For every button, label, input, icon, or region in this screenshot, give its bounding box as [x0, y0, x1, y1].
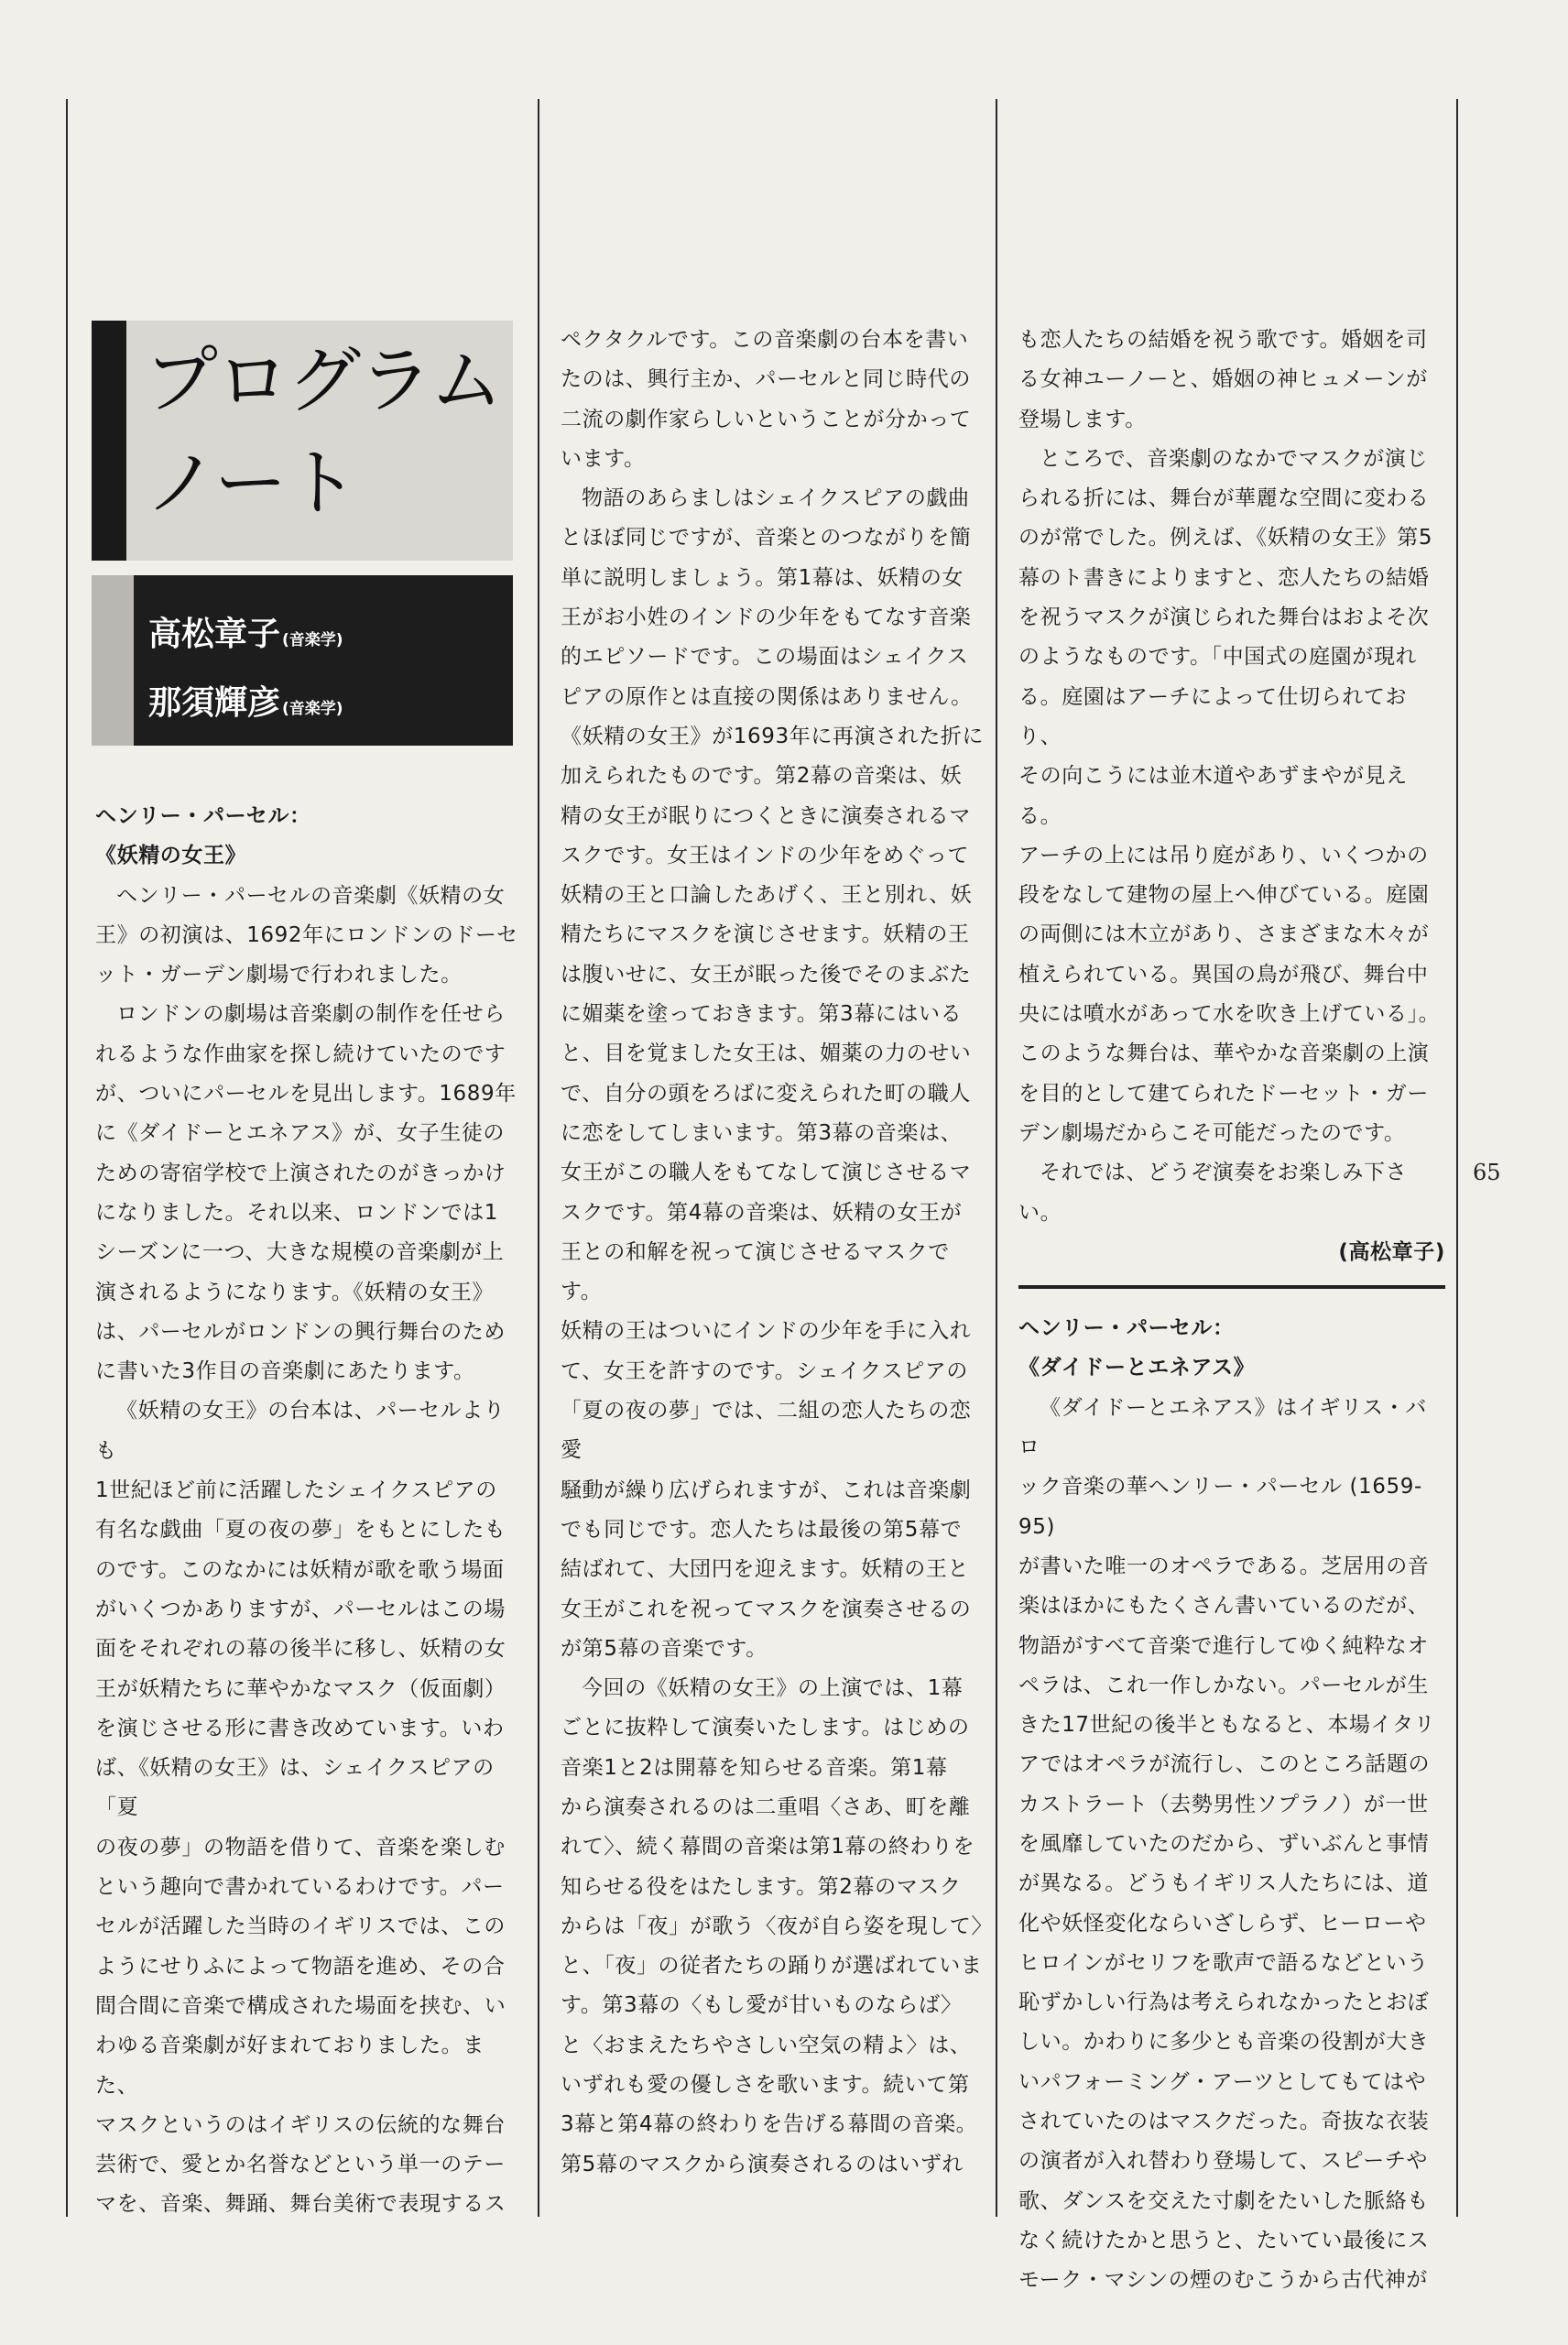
- author-role: (音楽学): [282, 700, 343, 718]
- text-line: 精たちにマスクを演じさせます。妖精の王: [561, 922, 970, 947]
- title-line: ノート: [145, 441, 357, 526]
- author-name: 高松章子: [148, 615, 281, 653]
- text-line: しい。かわりに多少とも音楽の役割が大き: [1018, 2030, 1430, 2055]
- text-line: アーチの上には吊り庭があり、いくつかの: [1018, 843, 1429, 867]
- text-line: れて〉、続く幕間の音楽は第1幕の終わりを: [561, 1835, 975, 1860]
- text-line: を目的として建てられたドーセット・ガー: [1018, 1081, 1429, 1106]
- text-line: 騒動が繰り広げられますが、これは音楽劇: [561, 1478, 972, 1502]
- text-line: 楽はほかにもたくさん書いているのだが、: [1018, 1594, 1430, 1619]
- text-line: 加えられたものです。第2幕の音楽は、妖: [561, 764, 963, 789]
- author: [148, 671, 343, 740]
- text-line: それでは、どうぞ演奏をお楽しみ下さい。: [1018, 1161, 1408, 1225]
- text-line: 《妖精の女王》が1693年に再演された折に: [561, 724, 985, 748]
- text-line: ット・ガーデン劇場で行われました。: [95, 963, 463, 987]
- text-line: 植えられている。異国の鳥が飛び、舞台中: [1018, 962, 1429, 987]
- text-line: に書いた3作目の音楽劇にあたります。: [95, 1359, 475, 1384]
- text-line: 幕のト書きによりますと、恋人たちの結婚: [1018, 565, 1430, 590]
- section-divider: [1018, 1285, 1445, 1289]
- text-line: という趣向で書かれているわけです。パー: [95, 1875, 505, 1900]
- text-line: 1世紀ほど前に活躍したシェイクスピアの: [95, 1478, 497, 1503]
- column-rule: [66, 99, 68, 2217]
- text-line: て、女王を許すのです。シェイクスピアの: [561, 1358, 968, 1383]
- work-title: 《ダイドーとエネアス》: [1018, 1356, 1256, 1380]
- text-line: ペクタクルです。この音楽劇の台本を書い: [561, 328, 969, 352]
- text-line: いパフォーミング・アーツとしてもてはや: [1018, 2069, 1427, 2094]
- text-line: が、ついにパーセルを見出します。1689年: [95, 1082, 517, 1107]
- text-line: も恋人たちの結婚を祝う歌です。婚姻を司: [1018, 328, 1428, 352]
- text-line: アではオペラが流行し、このところ話題の: [1018, 1752, 1431, 1777]
- text-line: れるような作曲家を探し続けていたのです: [95, 1042, 506, 1066]
- text-line: でも同じです。恋人たちは最後の第5幕で: [561, 1517, 963, 1542]
- text-line: は、パーセルがロンドンの興行舞台のため: [95, 1319, 506, 1344]
- text-line: 《ダイドーとエネアス》はイギリス・バロ: [1018, 1395, 1427, 1460]
- text-line: を祝うマスクが演じられた舞台はおよそ次: [1018, 605, 1430, 630]
- column-2: [561, 321, 991, 2185]
- text-line: されていたのはマスクだった。奇抜な衣装: [1018, 2110, 1430, 2134]
- text-line: 間合間に音楽で構成された場面を挟む、い: [95, 1993, 506, 2018]
- column-1: [95, 797, 526, 2225]
- column-rule: [538, 99, 539, 2217]
- text-line: 女王がこれを祝ってマスクを演奏させるの: [561, 1597, 972, 1621]
- text-line: きた17世紀の後半ともなると、本場イタリ: [1018, 1713, 1436, 1738]
- text-line: ヘンリー・パーセルの音楽劇《妖精の女: [116, 883, 506, 908]
- text-line: 物語のあらましはシェイクスピアの戯曲: [582, 486, 970, 511]
- text-line: 芸術で、愛とか名誉などという単一のテー: [95, 2153, 506, 2177]
- work-title: 《妖精の女王》: [95, 844, 247, 868]
- text-line: ば、《妖精の女王》は、シェイクスピアの「夏: [95, 1756, 495, 1820]
- text-line: に《ダイドーとエネアス》が、女子生徒の: [95, 1121, 506, 1146]
- text-line: とほぼ同じですが、音楽とのつながりを簡: [561, 526, 972, 551]
- text-line: る女神ユーノーと、婚姻の神ヒュメーンが: [1018, 367, 1428, 392]
- text-line: 演されるようになります。《妖精の女王》: [95, 1280, 495, 1304]
- text-line: 王が妖精たちに華やかなマスク（仮面劇）: [95, 1676, 506, 1701]
- title-block: [92, 321, 513, 561]
- text-line: る。庭園はアーチによって仕切られており、: [1018, 684, 1408, 748]
- text-line: からは「夜」が歌う〈夜が自ら姿を現して〉: [561, 1914, 993, 1938]
- text-line: と〈おまえたちやさしい空気の精よ〉は、: [561, 2033, 972, 2057]
- text-line: ごとに抜粋して演奏いたします。はじめの: [561, 1716, 970, 1740]
- text-line: 段をなして建物の屋上へ伸びている。庭園: [1018, 883, 1430, 908]
- text-line: 「夏の夜の夢」では、二組の恋人たちの恋愛: [561, 1399, 972, 1463]
- text-line: す。第3幕の〈もし愛が甘いものならば〉: [561, 1993, 963, 2018]
- text-line: 知らせる役をはたします。第2幕のマスク: [561, 1874, 962, 1899]
- text-line: を演じさせる形に書き改めています。いわ: [95, 1716, 505, 1740]
- column-rule: [1456, 99, 1458, 2217]
- page-title: [145, 330, 501, 535]
- text-line: 精の女王が眠りにつくときに演奏されるマ: [561, 803, 971, 828]
- text-line: 妖精の王と口論したあげく、王と別れ、妖: [561, 883, 973, 908]
- text-line: 王との和解を祝って演じさせるマスクです。: [561, 1239, 950, 1304]
- text-line: ロンドンの劇場は音楽劇の制作を任せら: [116, 1002, 506, 1027]
- text-line: モーク・マシンの煙のむこうから古代神が: [1018, 2268, 1428, 2293]
- text-line: のです。このなかには妖精が歌を歌う場面: [95, 1557, 505, 1582]
- text-line: いずれも愛の優しさを歌います。続いて第: [561, 2073, 970, 2098]
- text-line: ようにせりふによって物語を進め、その合: [95, 1954, 506, 1979]
- text-line: ペラは、これ一作しかない。パーセルが生: [1018, 1673, 1429, 1697]
- text-line: シーズンに一つ、大きな規模の音楽劇が上: [95, 1240, 505, 1265]
- text-line: 恥ずかしい行為は考えられなかったとおぼ: [1018, 1991, 1430, 2015]
- title-line: プログラム: [145, 338, 502, 423]
- text-line: たのは、興行主か、パーセルと同じ時代の: [561, 367, 971, 392]
- text-line: 化や妖怪変化ならいざしらず、ヒーローや: [1018, 1911, 1427, 1936]
- text-line: のようなものです。「中国式の庭園が現れ: [1018, 645, 1418, 670]
- text-line: 王がお小姓のインドの少年をもてなす音楽: [561, 605, 972, 630]
- text-line: は腹いせに、女王が眠った後でそのまぶた: [561, 962, 972, 987]
- title-accent-bar: [92, 321, 126, 561]
- text-line: が書いた唯一のオペラである。芝居用の音: [1018, 1554, 1430, 1578]
- author-signature: (高松章子): [1338, 1239, 1445, 1264]
- text-line: 二流の劇作家らしいということが分かって: [561, 407, 972, 431]
- text-line: と、「夜」の従者たちの踊りが選ばれていま: [561, 1954, 983, 1979]
- text-line: 女王がこの職人をもてなして演じさせるマ: [561, 1161, 972, 1185]
- author-list: [148, 603, 343, 740]
- text-line: 的エピソードです。この場面はシェイクス: [561, 645, 969, 670]
- text-line: その向こうには並木道やあずまやが見える。: [1018, 764, 1408, 828]
- author-accent-stripe: [92, 575, 134, 746]
- text-line: セルが活躍した当時のイギリスでは、この: [95, 1914, 506, 1939]
- author-name: 那須輝彦: [148, 683, 281, 722]
- section-heading: ヘンリー・パーセル：: [1018, 1316, 1235, 1341]
- text-line: がいくつかありますが、パーセルはこの場: [95, 1597, 506, 1621]
- text-line: が第5幕の音楽です。: [561, 1636, 768, 1661]
- text-line: を風靡していたのだから、ずいぶんと事情: [1018, 1831, 1430, 1856]
- text-line: 歌、ダンスを交えた寸劇をたいした脈絡も: [1018, 2188, 1429, 2213]
- text-line: 音楽1と2は開幕を知らせる音楽。第1幕: [561, 1755, 948, 1780]
- text-line: 物語がすべて音楽で進行してゆく純粋なオ: [1018, 1633, 1429, 1658]
- column-rule: [996, 99, 997, 2217]
- page-number: 65: [1473, 1160, 1501, 1185]
- text-line: なく続けたかと思うと、たいてい最後にス: [1018, 2228, 1430, 2252]
- text-line: が異なる。どうもイギリス人たちには、道: [1018, 1871, 1429, 1896]
- text-line: に恋をしてしまいます。第3幕の音楽は、: [561, 1120, 963, 1145]
- text-line: このような舞台は、華やかな音楽劇の上演: [1018, 1042, 1430, 1066]
- text-line: 央には噴水があって水を吹き上げている」。: [1018, 1002, 1441, 1027]
- text-line: 登場します。: [1018, 407, 1147, 431]
- text-line: います。: [561, 446, 646, 471]
- text-line: 3幕と第4幕の終わりを告げる幕間の音楽。: [561, 2112, 978, 2137]
- author: [148, 603, 343, 671]
- text-line: 王》の初演は、1692年にロンドンのドーセ: [95, 922, 518, 947]
- text-line: わゆる音楽劇が好まれておりました。また、: [95, 2034, 485, 2098]
- text-line: の両側には木立があり、さまざまな木々が: [1018, 922, 1430, 947]
- text-line: スクです。第4幕の音楽は、妖精の女王が: [561, 1200, 963, 1225]
- text-line: ピアの原作とは直接の関係はありません。: [561, 684, 973, 709]
- text-line: のが常でした。例えば、《妖精の女王》第5: [1018, 526, 1433, 551]
- text-line: の夜の夢」の物語を借りて、音楽を楽しむ: [95, 1835, 506, 1860]
- author-role: (音楽学): [282, 631, 343, 649]
- text-line: ところで、音楽劇のなかでマスクが演じ: [1040, 446, 1429, 471]
- column-3: [1018, 321, 1445, 2301]
- section-heading: ヘンリー・パーセル：: [95, 804, 311, 828]
- text-line: ための寄宿学校で上演されたのがきっかけ: [95, 1161, 506, 1185]
- text-line: 面をそれぞれの幕の後半に移し、妖精の女: [95, 1637, 506, 1662]
- text-line: から演奏されるのは二重唱〈さあ、町を離: [561, 1794, 971, 1819]
- text-line: と、目を覚ました女王は、媚薬の力のせい: [561, 1042, 972, 1066]
- text-line: で、自分の頭をろばに変えられた町の職人: [561, 1081, 971, 1106]
- text-line: 有名な戯曲「夏の夜の夢」をもとにしたも: [95, 1518, 506, 1543]
- text-line: に媚薬を塗っておきます。第3幕にはいる: [561, 1002, 963, 1027]
- text-line: になりました。それ以来、ロンドンでは1: [95, 1200, 499, 1225]
- text-line: マスクというのはイギリスの伝統的な舞台: [95, 2112, 506, 2137]
- text-line: ヒロインがセリフを歌声で語るなどという: [1018, 1950, 1429, 1975]
- text-line: られる折には、舞台が華麗な空間に変わる: [1018, 486, 1430, 511]
- text-line: 《妖精の女王》の台本は、パーセルよりも: [95, 1399, 506, 1463]
- text-line: 今回の《妖精の女王》の上演では、1幕: [582, 1676, 964, 1701]
- text-line: マを、音楽、舞踊、舞台美術で表現するス: [95, 2192, 506, 2217]
- text-line: カストラート（去勢男性ソプラノ）が一世: [1018, 1792, 1429, 1816]
- text-line: の演者が入れ替わり登場して、スピーチや: [1018, 2149, 1429, 2174]
- text-line: 第5幕のマスクから演奏されるのはいずれ: [561, 2152, 964, 2176]
- text-line: ック音楽の華ヘンリー・パーセル (1659-95): [1018, 1475, 1422, 1539]
- text-line: デン劇場だからこそ可能だったのです。: [1018, 1120, 1406, 1145]
- text-line: 単に説明しましょう。第1幕は、妖精の女: [561, 565, 964, 590]
- author-block: [92, 575, 513, 746]
- text-line: スクです。女王はインドの少年をめぐって: [561, 843, 970, 867]
- text-line: 妖精の王はついにインドの少年を手に入れ: [561, 1319, 972, 1344]
- text-line: 結ばれて、大団円を迎えます。妖精の王と: [561, 1557, 970, 1582]
